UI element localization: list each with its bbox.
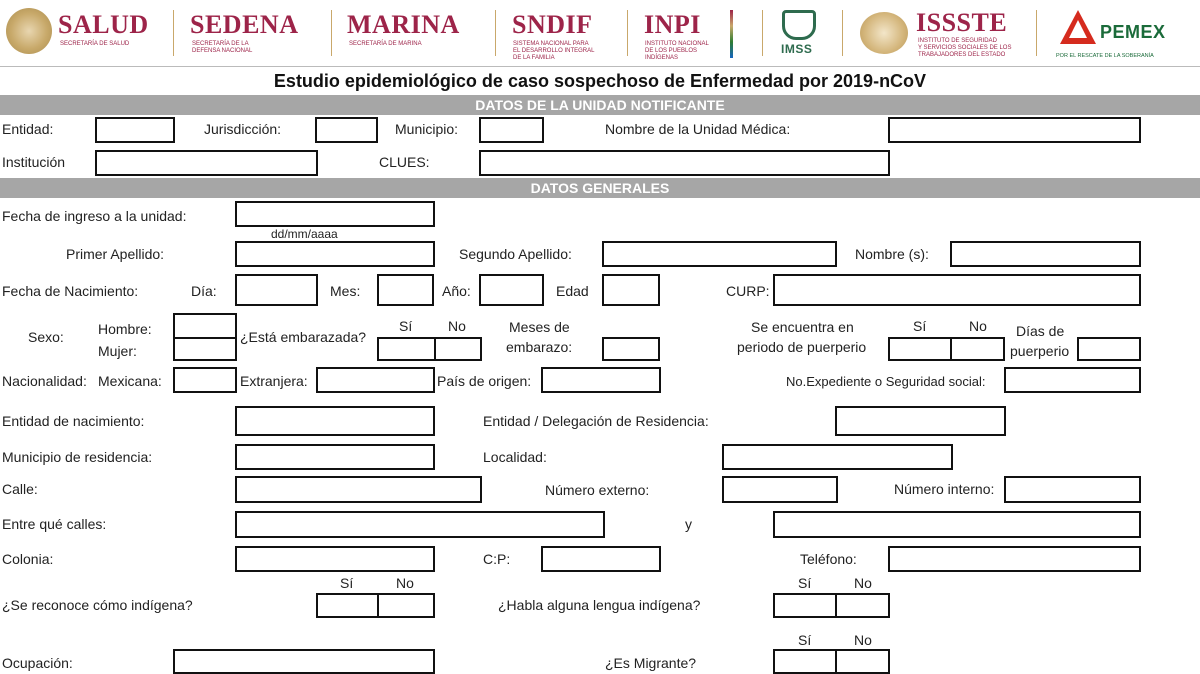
embarazada-si-label: Sí bbox=[399, 318, 413, 334]
embarazada-label: ¿Está embarazada? bbox=[240, 329, 367, 345]
logo-issste-sub3: TRABAJADORES DEL ESTADO bbox=[918, 52, 1006, 58]
municipio-res-field[interactable] bbox=[235, 444, 435, 470]
logo-sndif-sub2: EL DESARROLLO INTEGRAL bbox=[513, 48, 595, 54]
edad-label: Edad bbox=[556, 283, 589, 299]
mujer-label: Mujer: bbox=[98, 343, 137, 359]
fecha-ingreso-label: Fecha de ingreso a la unidad: bbox=[2, 208, 187, 224]
institucion-field[interactable] bbox=[95, 150, 318, 176]
dias-puerperio-label-2: puerperio bbox=[1010, 343, 1070, 359]
logo-salud bbox=[4, 0, 164, 66]
logo-divider bbox=[173, 10, 174, 56]
coat-of-arms-icon bbox=[6, 8, 52, 54]
entidad-res-label: Entidad / Delegación de Residencia: bbox=[483, 413, 709, 429]
logo-bar bbox=[0, 0, 1200, 66]
logo-marina-name: MARINA bbox=[347, 10, 460, 39]
hombre-checkbox[interactable] bbox=[173, 313, 237, 339]
municipio-res-label: Municipio de residencia: bbox=[2, 449, 153, 465]
segundo-apellido-label: Segundo Apellido: bbox=[459, 246, 572, 262]
logo-divider bbox=[331, 10, 332, 56]
form-title: Estudio epidemiológico de caso sospechoso de Enfermedad por 2019-nCoV bbox=[0, 66, 1200, 95]
logo-sndif bbox=[512, 0, 622, 66]
indigena-label: ¿Se reconoce cómo indígena? bbox=[2, 597, 193, 613]
mes-field[interactable] bbox=[377, 274, 434, 306]
curp-label: CURP: bbox=[726, 283, 770, 299]
num-ext-field[interactable] bbox=[722, 476, 838, 503]
sexo-label: Sexo: bbox=[28, 329, 64, 345]
colonia-field[interactable] bbox=[235, 546, 435, 572]
logo-pemex-name: PEMEX bbox=[1100, 22, 1166, 42]
num-int-field[interactable] bbox=[1004, 476, 1141, 503]
mexicana-label: Mexicana: bbox=[98, 373, 162, 389]
dia-field[interactable] bbox=[235, 274, 318, 306]
migrante-no-checkbox[interactable] bbox=[835, 649, 890, 674]
jurisdiccion-field[interactable] bbox=[315, 117, 378, 143]
pais-origen-label: País de origen: bbox=[437, 373, 532, 389]
fecha-ingreso-field[interactable] bbox=[235, 201, 435, 227]
calle-field[interactable] bbox=[235, 476, 482, 503]
dia-label: Día: bbox=[191, 283, 217, 299]
localidad-label: Localidad: bbox=[483, 449, 547, 465]
jurisdiccion-label: Jurisdicción: bbox=[204, 121, 282, 137]
logo-divider bbox=[762, 10, 763, 56]
entre-calle-2-field[interactable] bbox=[773, 511, 1141, 538]
anio-label: Año: bbox=[442, 283, 471, 299]
municipio-field[interactable] bbox=[479, 117, 544, 143]
expediente-label: No.Expediente o Seguridad social: bbox=[786, 374, 986, 389]
meses-embarazo-field[interactable] bbox=[602, 337, 660, 361]
migrante-label: ¿Es Migrante? bbox=[605, 655, 697, 671]
clues-label: CLUES: bbox=[379, 154, 430, 170]
puerperio-no-checkbox[interactable] bbox=[950, 337, 1005, 361]
indigena-no-label: No bbox=[396, 575, 414, 591]
entre-calles-label: Entre qué calles: bbox=[2, 516, 107, 532]
logo-salud-sub: SECRETARÍA DE SALUD bbox=[60, 41, 130, 47]
embarazada-no-checkbox[interactable] bbox=[434, 337, 482, 361]
logo-issste-sub2: Y SERVICIOS SOCIALES DE LOS bbox=[918, 45, 1012, 51]
logo-pemex-sub: POR EL RESCATE DE LA SOBERANÍA bbox=[1056, 53, 1154, 59]
nombre-unidad-label: Nombre de la Unidad Médica: bbox=[605, 121, 791, 137]
expediente-field[interactable] bbox=[1004, 367, 1141, 393]
imss-eagle-icon bbox=[782, 10, 816, 40]
feather-icon bbox=[730, 10, 733, 58]
logo-sedena-name: SEDENA bbox=[190, 10, 299, 39]
entidad-label: Entidad: bbox=[2, 121, 54, 137]
section-header-generales: DATOS GENERALES bbox=[0, 178, 1200, 198]
logo-divider bbox=[627, 10, 628, 56]
entidad-field[interactable] bbox=[95, 117, 175, 143]
num-ext-label: Número externo: bbox=[545, 482, 650, 498]
telefono-label: Teléfono: bbox=[800, 551, 857, 567]
logo-sndif-sub3: DE LA FAMILIA bbox=[513, 55, 555, 61]
logo-issste-name: ISSSTE bbox=[916, 8, 1008, 37]
num-int-label: Número interno: bbox=[894, 481, 995, 497]
mexicana-checkbox[interactable] bbox=[173, 367, 237, 393]
pemex-flame-icon bbox=[1058, 8, 1098, 46]
localidad-field[interactable] bbox=[722, 444, 953, 470]
embarazada-no-label: No bbox=[448, 318, 466, 334]
logo-sedena-sub2: DEFENSA NACIONAL bbox=[192, 48, 253, 54]
nombres-field[interactable] bbox=[950, 241, 1141, 267]
logo-sndif-sub1: SISTEMA NACIONAL PARA bbox=[513, 41, 589, 47]
puerperio-label-1: Se encuentra en bbox=[751, 319, 854, 335]
anio-field[interactable] bbox=[479, 274, 544, 306]
logo-sedena-sub1: SECRETARÍA DE LA bbox=[192, 41, 249, 47]
extranjera-label: Extranjera: bbox=[240, 373, 308, 389]
cp-field[interactable] bbox=[541, 546, 661, 572]
logo-divider bbox=[842, 10, 843, 56]
issste-hands-icon bbox=[860, 12, 908, 54]
meses-embarazo-label-1: Meses de bbox=[509, 319, 570, 335]
nacionalidad-label: Nacionalidad: bbox=[2, 373, 87, 389]
logo-inpi-name: INPI bbox=[644, 10, 701, 39]
nombres-label: Nombre (s): bbox=[855, 246, 929, 262]
extranjera-checkbox[interactable] bbox=[316, 367, 435, 393]
indigena-si-label: Sí bbox=[340, 575, 354, 591]
puerperio-si-label: Sí bbox=[913, 318, 927, 334]
mes-label: Mes: bbox=[330, 283, 361, 299]
embarazada-si-checkbox[interactable] bbox=[377, 337, 436, 361]
entre-calle-1-field[interactable] bbox=[235, 511, 605, 538]
telefono-field[interactable] bbox=[888, 546, 1141, 572]
meses-embarazo-label-2: embarazo: bbox=[506, 339, 573, 355]
migrante-si-checkbox[interactable] bbox=[773, 649, 837, 674]
logo-inpi-sub3: INDÍGENAS bbox=[645, 55, 679, 61]
edad-field[interactable] bbox=[602, 274, 660, 306]
entre-calles-y-label: y bbox=[685, 516, 692, 532]
date-format-hint: dd/mm/aaaa bbox=[271, 227, 338, 241]
indigena-si-checkbox[interactable] bbox=[316, 593, 379, 618]
lengua-no-label: No bbox=[854, 575, 872, 591]
puerperio-no-label: No bbox=[969, 318, 987, 334]
dias-puerperio-label-1: Días de bbox=[1016, 323, 1065, 339]
logo-inpi-sub2: DE LOS PUEBLOS bbox=[645, 48, 698, 54]
logo-marina bbox=[347, 0, 487, 66]
primer-apellido-field[interactable] bbox=[235, 241, 435, 267]
logo-marina-sub: SECRETARÍA DE MARINA bbox=[349, 41, 422, 47]
puerperio-si-checkbox[interactable] bbox=[888, 337, 952, 361]
migrante-no-label: No bbox=[854, 632, 872, 648]
calle-label: Calle: bbox=[2, 481, 38, 497]
ocupacion-field[interactable] bbox=[173, 649, 435, 674]
migrante-si-label: Sí bbox=[798, 632, 812, 648]
dias-puerperio-field[interactable] bbox=[1077, 337, 1141, 361]
entidad-nac-label: Entidad de nacimiento: bbox=[2, 413, 145, 429]
logo-pemex bbox=[1052, 0, 1198, 66]
entidad-res-field[interactable] bbox=[835, 406, 1006, 436]
mujer-checkbox[interactable] bbox=[173, 337, 237, 361]
primer-apellido-label: Primer Apellido: bbox=[66, 246, 165, 262]
nombre-unidad-field[interactable] bbox=[888, 117, 1141, 143]
indigena-no-checkbox[interactable] bbox=[377, 593, 435, 618]
cp-label: C:P: bbox=[483, 551, 511, 567]
logo-issste-sub1: INSTITUTO DE SEGURIDAD bbox=[918, 38, 997, 44]
puerperio-label-2: periodo de puerperio bbox=[737, 339, 867, 355]
pais-origen-field[interactable] bbox=[541, 367, 661, 393]
colonia-label: Colonia: bbox=[2, 551, 54, 567]
logo-inpi bbox=[644, 0, 754, 66]
section-header-unidad: DATOS DE LA UNIDAD NOTIFICANTE bbox=[0, 95, 1200, 115]
logo-imss-name: IMSS bbox=[781, 42, 813, 56]
clues-field[interactable] bbox=[479, 150, 890, 176]
lengua-si-label: Sí bbox=[798, 575, 812, 591]
institucion-label: Institución bbox=[2, 154, 66, 170]
logo-issste bbox=[858, 0, 1028, 66]
segundo-apellido-field[interactable] bbox=[602, 241, 837, 267]
municipio-label: Municipio: bbox=[395, 121, 459, 137]
fecha-nac-label: Fecha de Nacimiento: bbox=[2, 283, 139, 299]
logo-divider bbox=[495, 10, 496, 56]
logo-imss bbox=[776, 0, 826, 66]
hombre-label: Hombre: bbox=[98, 321, 152, 337]
logo-sndif-name: SNDIF bbox=[512, 10, 593, 39]
lengua-label: ¿Habla alguna lengua indígena? bbox=[498, 597, 701, 613]
entidad-nac-field[interactable] bbox=[235, 406, 435, 436]
logo-inpi-sub1: INSTITUTO NACIONAL bbox=[645, 41, 709, 47]
logo-salud-name: SALUD bbox=[58, 10, 149, 39]
logo-divider bbox=[1036, 10, 1037, 56]
ocupacion-label: Ocupación: bbox=[2, 655, 73, 671]
logo-sedena bbox=[190, 0, 330, 66]
lengua-si-checkbox[interactable] bbox=[773, 593, 837, 618]
curp-field[interactable] bbox=[773, 274, 1141, 306]
lengua-no-checkbox[interactable] bbox=[835, 593, 890, 618]
